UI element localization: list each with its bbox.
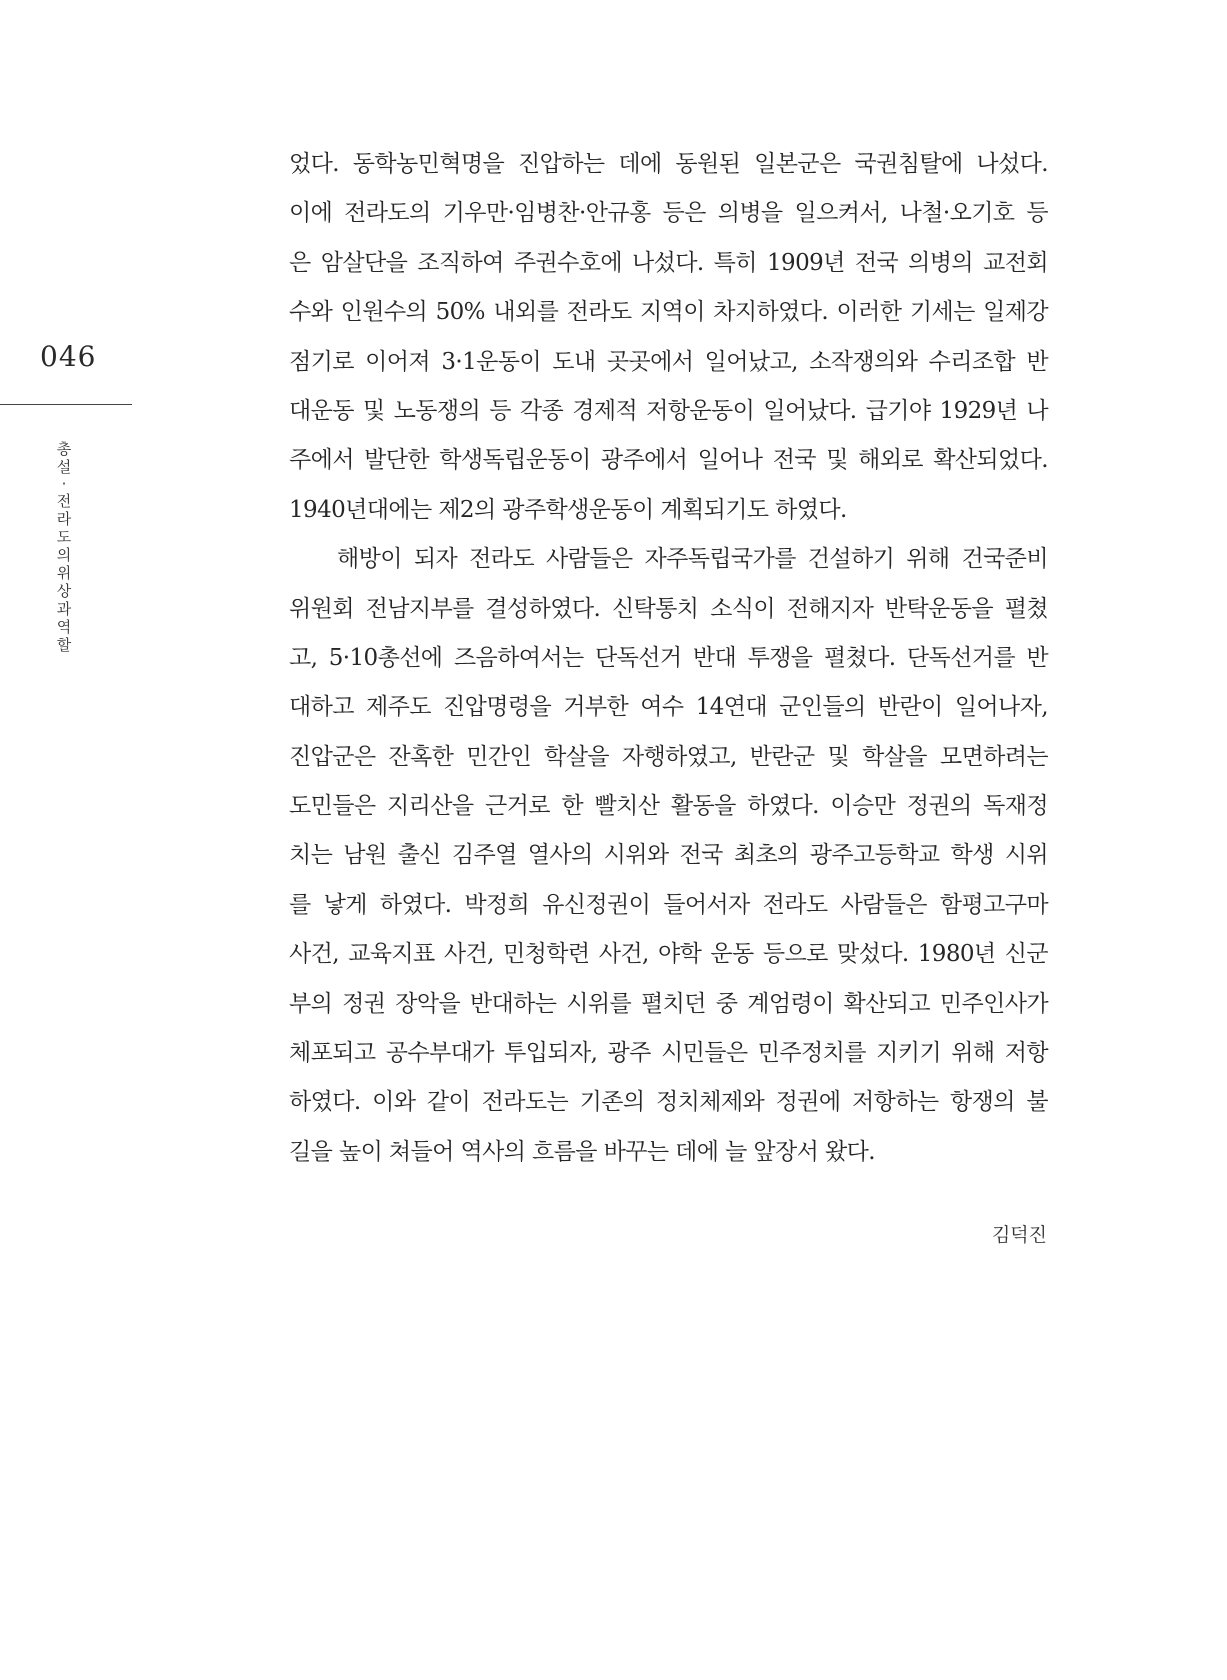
text-line: 1940년대에는 제2의 광주학생운동이 계획되기도 하였다.	[289, 496, 847, 523]
text-line: 도민들은 지리산을 근거로 한 빨치산 활동을 하였다. 이승만 정권의 독재정	[289, 793, 1048, 820]
text-line: 를 낳게 하였다. 박정희 유신정권이 들어서자 전라도 사람들은 함평고구마	[289, 891, 1048, 918]
text-line: 체포되고 공수부대가 투입되자, 광주 시민들은 민주정치를 지키기 위해 저항	[289, 1040, 1048, 1067]
text-line: 수와 인원수의 50% 내외를 전라도 지역이 차지하였다. 이러한 기세는 일제강	[289, 299, 1048, 326]
text-line: 었다. 동학농민혁명을 진압하는 데에 동원된 일본군은 국권침탈에 나섰다.	[289, 151, 1048, 177]
text-line: 주에서 발단한 학생독립운동이 광주에서 일어나 전국 및 해외로 확산되었다.	[289, 447, 1048, 474]
running-head-char: 할	[56, 636, 72, 654]
text-line: 진압군은 잔혹한 민간인 학살을 자행하였고, 반란군 및 학살을 모면하려는	[289, 743, 1048, 770]
running-head-char: 전	[56, 492, 72, 510]
running-head-char: 과	[56, 600, 72, 618]
text-line: 고, 5·10총선에 즈음하여서는 단독선거 반대 투쟁을 펼쳤다. 단독선거를 반	[289, 644, 1048, 671]
running-head-char: 의	[56, 546, 72, 564]
text-line: 위원회 전남지부를 결성하였다. 신탁통치 소식이 전해지자 반탁운동을 펼쳤	[289, 595, 1048, 622]
text-line: 부의 정권 장악을 반대하는 시위를 펼치던 중 계엄령이 확산되고 민주인사가	[289, 990, 1048, 1017]
text-line: 대운동 및 노동쟁의 등 각종 경제적 저항운동이 일어났다. 급기야 1929년 나	[289, 397, 1048, 424]
text-line-paragraph-start: 해방이 되자 전라도 사람들은 자주독립국가를 건설하기 위해 건국준비	[337, 546, 1048, 573]
body-text	[289, 140, 1048, 1177]
running-head-char: 설	[56, 458, 72, 476]
text-line: 치는 남원 출신 김주열 열사의 시위와 전국 최초의 광주고등학교 학생 시위	[289, 842, 1048, 869]
text-line: 대하고 제주도 진압명령을 거부한 여수 14연대 군인들의 반란이 일어나자,	[289, 694, 1048, 721]
running-head-char: 총	[56, 440, 72, 458]
running-head-char: 도	[56, 528, 72, 546]
author-name: 김덕진	[991, 1224, 1047, 1246]
text-line: 사건, 교육지표 사건, 민청학련 사건, 야학 운동 등으로 맞섰다. 1980년 신군	[289, 941, 1048, 968]
page-number: 046	[40, 340, 97, 373]
text-line: 점기로 이어져 3·1운동이 도내 곳곳에서 일어났고, 소작쟁의와 수리조합 반	[289, 348, 1048, 375]
margin-rule	[0, 404, 132, 405]
text-line: 은 암살단을 조직하여 주권수호에 나섰다. 특히 1909년 전국 의병의 교전회	[289, 249, 1048, 276]
running-head-char: 위	[56, 564, 72, 582]
text-line: 길을 높이 쳐들어 역사의 흐름을 바꾸는 데에 늘 앞장서 왔다.	[289, 1138, 875, 1165]
running-head	[48, 440, 80, 654]
text-line: 하였다. 이와 같이 전라도는 기존의 정치체제와 정권에 저항하는 항쟁의 불	[289, 1089, 1048, 1116]
running-head-separator: ·	[61, 475, 67, 493]
text-line: 이에 전라도의 기우만·임병찬·안규홍 등은 의병을 일으켜서, 나철·오기호 등	[289, 200, 1048, 227]
running-head-char: 라	[56, 510, 72, 528]
running-head-char: 역	[56, 618, 72, 636]
running-head-char: 상	[56, 582, 72, 600]
